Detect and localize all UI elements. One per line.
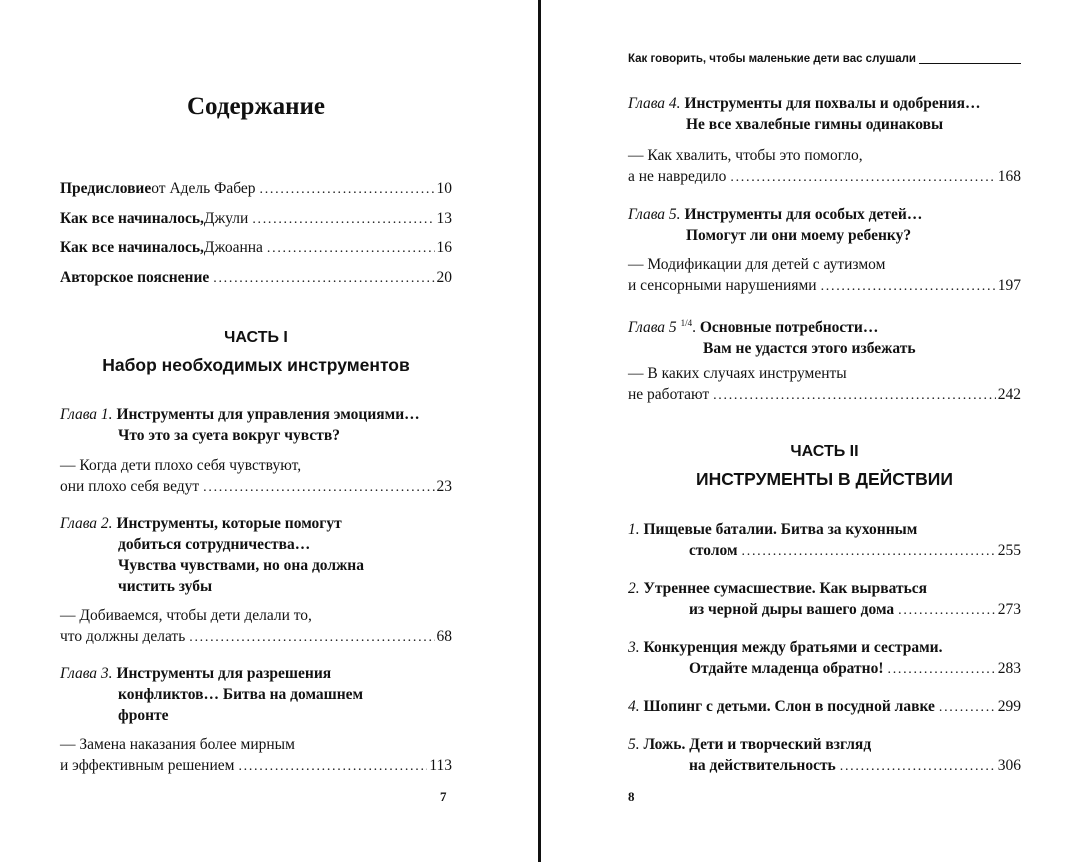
chapter-entry[interactable]: Глава 4. Инструменты для похвалы и одобрения… Не все хвалебные гимны одинаковы bbox=[628, 95, 981, 133]
part-heading bbox=[628, 441, 1021, 492]
running-head: Как говорить, чтобы маленькие дети вас слушали bbox=[628, 52, 1021, 66]
page-folio: 8 bbox=[628, 789, 635, 804]
chapter-subtitle[interactable]: — Модификации для детей с аутизмом и сенсорными нарушениями . . . 197 bbox=[628, 254, 1021, 297]
chapter-entry[interactable]: Глава 3. Инструменты для разрешения конфликтов… Битва на домашнем фронте bbox=[60, 665, 364, 724]
section-entry[interactable]: 3. Конкуренция между братьями и сестрами. Отдайте младенца обратно! . . . 283 bbox=[628, 637, 1021, 680]
front-matter-list bbox=[60, 180, 452, 298]
toc-entry[interactable]: Как все начиналось, Джули . . . 13 bbox=[60, 210, 452, 240]
part-label: ЧАСТЬ II bbox=[790, 443, 859, 460]
page-number: 13 bbox=[436, 209, 452, 227]
page-number: 20 bbox=[436, 268, 452, 286]
toc-entry[interactable]: Как все начиналось, Джоанна . . . 16 bbox=[60, 239, 452, 269]
page-number: 23 bbox=[436, 478, 452, 495]
page-number: 68 bbox=[436, 628, 452, 645]
chapter-entry[interactable]: Глава 5 $^{1/4}$. Основные потребности… Вам не удастся этого избежать bbox=[628, 318, 916, 357]
page-number: 283 bbox=[997, 660, 1021, 677]
dot-leader bbox=[260, 182, 435, 198]
chapter-subtitle[interactable]: — В каких случаях инструменты не работают . . . 242 bbox=[628, 363, 1021, 406]
dot-leader bbox=[742, 541, 996, 562]
part-name: Набор необходимых инструментов bbox=[102, 355, 410, 375]
running-head-rule bbox=[919, 63, 1021, 64]
chapter-subtitle[interactable]: — Когда дети плохо себя чувствуют, они плохо себя ведут . . . 23 bbox=[60, 455, 452, 498]
chapter-entry[interactable]: Глава 5. Инструменты для особых детей… Помогут ли они моему ребенку? bbox=[628, 206, 923, 244]
dot-leader bbox=[939, 697, 996, 718]
section-entry[interactable]: 2. Утреннее сумасшествие. Как вырваться из черной дыры вашего дома . . . 273 bbox=[628, 578, 1021, 621]
section-entry[interactable]: 5. Ложь. Дети и творческий взгляд на действительность . . . 306 bbox=[628, 734, 1021, 777]
chapter-subtitle[interactable]: — Замена наказания более мирным и эффективным решением . . . 113 bbox=[60, 734, 452, 777]
dot-leader bbox=[730, 167, 995, 188]
part-label: ЧАСТЬ I bbox=[224, 329, 288, 346]
dot-leader bbox=[267, 241, 435, 257]
part-name: ИНСТРУМЕНТЫ В ДЕЙСТВИИ bbox=[696, 469, 953, 489]
page-number: 299 bbox=[997, 698, 1021, 715]
page-number: 10 bbox=[436, 180, 452, 197]
page-number: 113 bbox=[429, 757, 452, 774]
page-number: 197 bbox=[997, 277, 1021, 294]
section-entry[interactable]: 4. Шопинг с детьми. Слон в посудной лавке . . . 299 bbox=[628, 696, 1021, 718]
dot-leader bbox=[888, 659, 996, 680]
dot-leader bbox=[238, 756, 427, 777]
chapter-subtitle[interactable]: — Добиваемся, чтобы дети делали то, что должны делать . . . 68 bbox=[60, 605, 452, 648]
chapter-subtitle[interactable]: — Как хвалить, чтобы это помогло, а не навредило . . . 168 bbox=[628, 145, 1021, 188]
page-number: 306 bbox=[997, 757, 1021, 774]
part-heading bbox=[60, 327, 452, 378]
toc-entry[interactable]: Авторское пояснение . . . 20 bbox=[60, 269, 452, 299]
chapter-entry[interactable]: Глава 2. Инструменты, которые помогут добиться сотрудничества… Чувства чувствами, но она должна чистить зубы bbox=[60, 515, 364, 595]
page-number: 16 bbox=[436, 239, 452, 256]
toc-title: Содержание bbox=[186, 93, 325, 120]
dot-leader bbox=[252, 212, 434, 228]
right-page bbox=[541, 0, 1066, 862]
chapter-entry[interactable]: Глава 1. Инструменты для управления эмоциями… Что это за суета вокруг чувств? bbox=[60, 406, 420, 444]
dot-leader bbox=[189, 627, 434, 648]
toc-entry[interactable]: Предисловие от Адель Фабер . . . 10 bbox=[60, 180, 452, 210]
dot-leader bbox=[713, 385, 996, 406]
page-number: 242 bbox=[997, 386, 1021, 403]
dot-leader bbox=[203, 477, 434, 498]
page-folio: 7 bbox=[440, 789, 447, 804]
page-number: 255 bbox=[997, 542, 1021, 559]
fraction-superscript: 1/4 bbox=[680, 318, 693, 328]
dot-leader bbox=[898, 600, 996, 621]
section-entry[interactable]: 1. Пищевые баталии. Битва за кухонным столом . . . 255 bbox=[628, 519, 1021, 562]
page-number: 273 bbox=[997, 601, 1021, 618]
dot-leader bbox=[213, 271, 434, 287]
dot-leader bbox=[840, 756, 996, 777]
page-number: 168 bbox=[997, 168, 1021, 185]
dot-leader bbox=[821, 276, 996, 297]
